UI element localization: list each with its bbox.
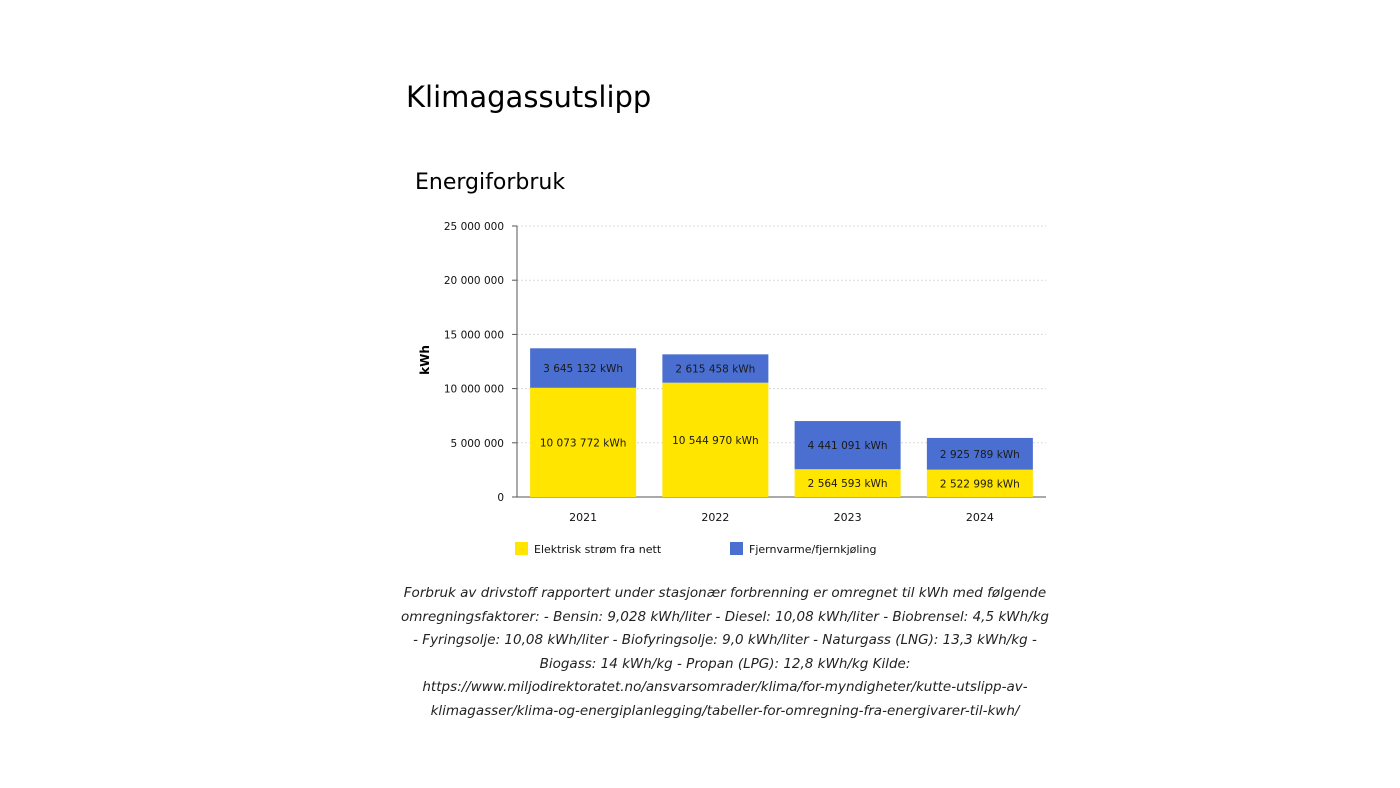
legend-label: Elektrisk strøm fra nett (534, 543, 662, 556)
legend-swatch (515, 542, 528, 555)
caption-line: klimagasser/klima-og-energiplanlegging/tabeller-for-omregning-fra-energivarer-til-kwh/ (430, 702, 1020, 719)
caption-line: Forbruk av drivstoff rapportert under stasjonær forbrenning er omregnet til kWh med følgende (403, 585, 1047, 601)
bar-data-label: 2 564 593 kWh (807, 478, 888, 491)
y-tick-label: 0 (497, 492, 504, 504)
bar-data-label: 2 615 458 kWh (675, 363, 756, 376)
caption-line: Biogass: 14 kWh/kg - Propan (LPG): 12,8 kWh/kg Kilde: (539, 655, 911, 672)
page-title: Klimagassutslipp (406, 80, 652, 114)
y-tick-label: 20 000 000 (443, 275, 504, 288)
y-tick-label: 5 000 000 (450, 437, 504, 450)
chart-caption (400, 582, 1050, 723)
caption-line: https://www.miljodirektoratet.no/ansvarsomrader/klima/for-myndigheter/kutte-utslipp-av- (422, 679, 1028, 695)
y-tick-label: 25 000 000 (443, 221, 504, 233)
y-tick-label: 10 000 000 (443, 383, 504, 396)
energy-chart (400, 210, 1060, 570)
legend-layer (515, 542, 876, 556)
caption-line: omregningsfaktorer: - Bensin: 9,028 kWh/liter - Diesel: 10,08 kWh/liter - Biobrensel: 4,5 kWh/kg (400, 608, 1050, 625)
legend-label: Fjernvarme/fjernkjøling (749, 543, 877, 556)
bar-data-label: 2 925 789 kWh (939, 448, 1020, 461)
x-tick-label: 2022 (701, 511, 730, 524)
bar-data-label: 10 544 970 kWh (672, 434, 759, 447)
x-tick-label: 2024 (965, 511, 994, 524)
caption-line: - Fyringsolje: 10,08 kWh/liter - Biofyringsolje: 9,0 kWh/liter - Naturgass (LNG): 13,3 kWh/kg - (413, 632, 1037, 648)
y-tick-label: 15 000 000 (443, 329, 504, 342)
y-axis-label: kWh (418, 345, 432, 375)
bar-data-label: 3 645 132 kWh (543, 363, 624, 376)
bar-layer (530, 348, 1033, 497)
legend-swatch (730, 542, 743, 555)
bar-data-label: 10 073 772 kWh (539, 437, 627, 450)
bar-data-label: 4 441 091 kWh (807, 440, 888, 453)
x-tick-label: 2023 (833, 511, 862, 524)
x-tick-label: 2021 (569, 511, 598, 524)
chart-title: Energiforbruk (415, 170, 566, 195)
bar-data-label: 2 522 998 kWh (939, 478, 1020, 491)
